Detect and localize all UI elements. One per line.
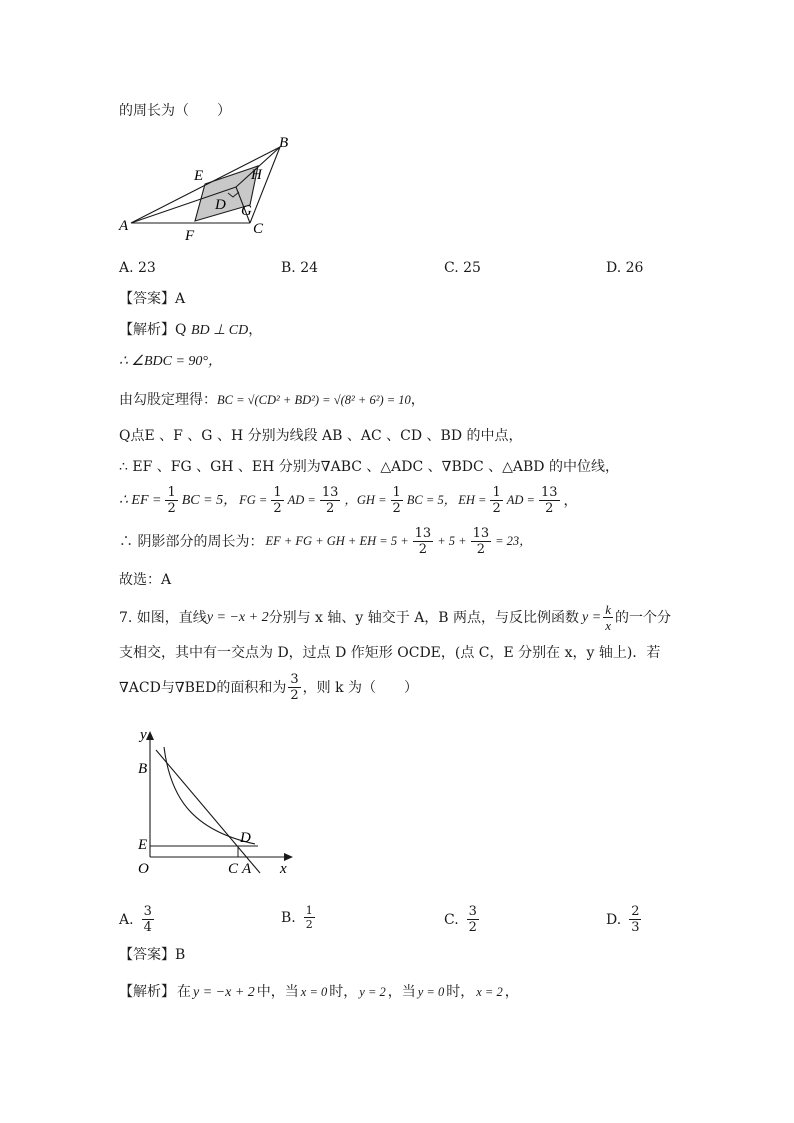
q6-label-d: D bbox=[215, 197, 226, 213]
q7-label-o: O bbox=[138, 861, 149, 877]
q6-analysis-line-1: 【解析】Q BD ⊥ CD， bbox=[119, 322, 263, 338]
q7-label-y: y bbox=[140, 727, 147, 743]
q7-line-ab bbox=[156, 750, 260, 873]
q6-analysis-line-7: ∴ 阴影部分的周长为： EF + FG + GH + EH = 5 + $\frac{13}{2}$ + 5 + $\frac{13}{2}$ = 23， bbox=[119, 526, 532, 557]
q7-answer: 【答案】B bbox=[119, 947, 186, 963]
q6-answer: 【答案】A bbox=[119, 291, 186, 307]
q7-label-x: x bbox=[280, 861, 287, 877]
q6-option-b: B. 24 bbox=[281, 260, 319, 276]
q6-label-a: A bbox=[119, 218, 129, 234]
q6-label-g: G bbox=[241, 203, 252, 219]
q6-option-c: C. 25 bbox=[444, 260, 481, 276]
q6-option-d: D. 26 bbox=[606, 260, 644, 276]
q7-label-c: C bbox=[228, 861, 239, 877]
q6-label-h: H bbox=[251, 167, 262, 183]
q6-label-b: B bbox=[279, 135, 289, 151]
q6-label-e: E bbox=[194, 168, 204, 184]
q6-analysis-line-8: 故选：A bbox=[119, 572, 172, 588]
q7-option-b: B. $\frac{1}{2}$ bbox=[281, 904, 313, 931]
q7-label-e: E bbox=[138, 837, 148, 853]
q7-option-d: D. $\frac{2}{3}$ bbox=[606, 904, 640, 935]
q6-analysis-line-2: ∴ ∠BDC = 90°， bbox=[119, 354, 223, 369]
q7-label-a: A bbox=[242, 861, 252, 877]
q6-label-c: C bbox=[253, 221, 264, 237]
q7-y-axis-arrow bbox=[146, 731, 154, 740]
q6-figure bbox=[115, 132, 300, 242]
q7-stem-line-3: ∇ACD与∇BED的面积和为 $\frac{3}{2}$ ，则 k 为（ ） bbox=[119, 672, 419, 703]
q7-label-d: D bbox=[240, 830, 251, 846]
q7-option-a: A. $\frac{3}{4}$ bbox=[119, 904, 152, 935]
q6-analysis-line-5: ∴ EF 、FG 、GH 、EH 分别为∇ABC 、△ADC 、∇BDC 、△ABD 的中位线， bbox=[119, 459, 619, 475]
q6-label-f: F bbox=[185, 228, 195, 242]
q7-stem-line-1: 7. 如图，直线 y = −x + 2 分别与 x 轴、y 轴交于 A，B 两点，与反比例函数 y = $\frac{k}{x}$ 的一个分 bbox=[119, 602, 671, 633]
q6-analysis-line-4: Q点E 、F 、G 、H 分别为线段 AB 、AC 、CD 、BD 的中点， bbox=[119, 428, 523, 444]
q7-analysis-line-1: 【解析】 在 y = −x + 2 中，当 x = 0 时， y = 2 ，当 y = 0 时， x = 2 ， bbox=[119, 984, 519, 1000]
q6-option-a: A. 23 bbox=[119, 260, 156, 276]
q7-stem-line-2: 支相交，其中有一交点为 D，过点 D 作矩形 OCDE，(点 C，E 分别在 x，y 轴上)．若 bbox=[119, 645, 661, 661]
q6-stem-tail: 的周长为（ ） bbox=[119, 103, 231, 119]
q7-figure bbox=[130, 725, 300, 880]
q7-label-b: B bbox=[138, 761, 148, 777]
q7-option-c: C. $\frac{3}{2}$ bbox=[444, 904, 477, 935]
q6-analysis-line-6: ∴ EF = $\frac{1}{2}$ BC = 5， FG = $\frac{1}{2}$ AD = $\frac{13}{2}$ ，GH = $\frac{1}{2}$ BC = 5， EH = $\frac{1}{2}$ AD = $\frac{13}{2}$ ， bbox=[119, 485, 578, 516]
q6-analysis-line-3: 由勾股定理得：BC = √(CD² + BD²) = √(8² + 6²) = 10， bbox=[119, 392, 425, 408]
q7-x-axis-arrow bbox=[284, 853, 293, 861]
